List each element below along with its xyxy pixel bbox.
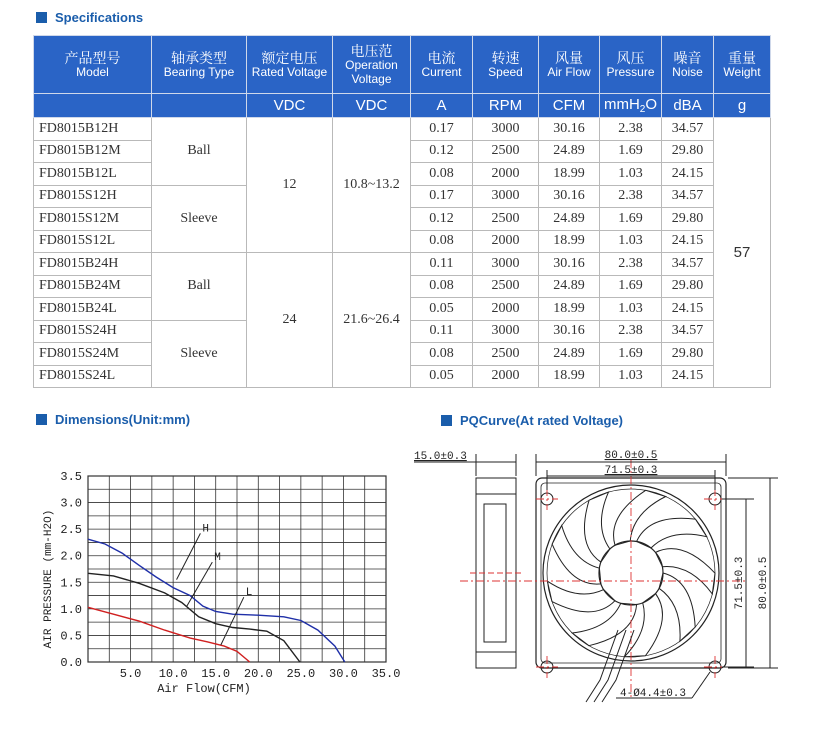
dimensions-title: Dimensions(Unit:mm) bbox=[55, 412, 191, 427]
current-cell: 0.17 bbox=[411, 118, 473, 141]
current-cell: 0.11 bbox=[411, 253, 473, 276]
noise-cell: 29.80 bbox=[662, 275, 714, 298]
outer-width-label: 80.0±0.5 bbox=[604, 450, 658, 462]
pressure-cell: 1.69 bbox=[600, 275, 662, 298]
fan-blade bbox=[659, 573, 695, 641]
x-tick-label: 25.0 bbox=[286, 667, 316, 681]
speed-cell: 2000 bbox=[473, 230, 539, 253]
unit-weight: g bbox=[714, 94, 771, 118]
current-cell: 0.08 bbox=[411, 163, 473, 186]
hole-pitch-vertical-label: 71.5±0.3 bbox=[734, 556, 746, 610]
airflow-cell: 24.89 bbox=[539, 208, 600, 231]
x-tick-label: 30.0 bbox=[329, 667, 358, 681]
speed-cell: 3000 bbox=[473, 118, 539, 141]
x-axis-label: Air Flow(CFM) bbox=[157, 682, 251, 696]
center-lines bbox=[460, 460, 746, 700]
model-cell: FD8015S24L bbox=[34, 365, 152, 388]
noise-cell: 34.57 bbox=[662, 253, 714, 276]
model-cell: FD8015S12M bbox=[34, 208, 152, 231]
bearing-type-cell: Ball bbox=[152, 118, 247, 186]
unit-air-flow: CFM bbox=[539, 94, 600, 118]
table-units-row bbox=[34, 94, 771, 118]
weight-cell: 57 bbox=[714, 118, 771, 388]
airflow-cell: 18.99 bbox=[539, 163, 600, 186]
speed-cell: 3000 bbox=[473, 185, 539, 208]
airflow-cell: 24.89 bbox=[539, 275, 600, 298]
fan-blade bbox=[656, 549, 716, 594]
noise-cell: 29.80 bbox=[662, 140, 714, 163]
noise-cell: 24.15 bbox=[662, 163, 714, 186]
section-marker-icon bbox=[36, 414, 47, 425]
section-marker-icon bbox=[36, 12, 47, 23]
table-body bbox=[34, 118, 771, 388]
column-header bbox=[600, 36, 662, 94]
speed-cell: 2000 bbox=[473, 365, 539, 388]
bearing-type-cell: Ball bbox=[152, 253, 247, 321]
current-cell: 0.12 bbox=[411, 140, 473, 163]
table-header-row bbox=[34, 36, 771, 94]
speed-cell: 3000 bbox=[473, 320, 539, 343]
chart-grid bbox=[88, 476, 386, 662]
dimensions-heading bbox=[36, 412, 190, 427]
column-header-zh: 电流 bbox=[427, 49, 456, 66]
model-cell: FD8015B12H bbox=[34, 118, 152, 141]
column-header-en: Rated Voltage bbox=[251, 64, 328, 79]
x-tick-label: 5.0 bbox=[119, 667, 142, 681]
rated-voltage-cell: 12 bbox=[247, 118, 333, 253]
section-marker-icon bbox=[441, 415, 452, 426]
fan-blade bbox=[614, 490, 666, 545]
current-cell: 0.17 bbox=[411, 185, 473, 208]
pq-curve-chart bbox=[28, 444, 418, 714]
noise-cell: 34.57 bbox=[662, 320, 714, 343]
noise-cell: 24.15 bbox=[662, 365, 714, 388]
hole-pitch-label: 71.5±0.3 bbox=[604, 465, 658, 477]
bearing-type-cell: Sleeve bbox=[152, 185, 247, 253]
speed-cell: 2500 bbox=[473, 275, 539, 298]
model-cell: FD8015S12H bbox=[34, 185, 152, 208]
column-header-zh: 风量 bbox=[555, 49, 583, 66]
noise-cell: 29.80 bbox=[662, 208, 714, 231]
column-header-zh: 风压 bbox=[616, 49, 645, 66]
curve-annotation: M bbox=[214, 552, 221, 565]
specifications-heading bbox=[36, 10, 143, 25]
column-header bbox=[34, 36, 152, 94]
y-tick-label: 3.0 bbox=[60, 496, 82, 511]
fan-side-view bbox=[470, 478, 522, 668]
speed-cell: 2500 bbox=[473, 140, 539, 163]
current-cell: 0.05 bbox=[411, 298, 473, 321]
pq-curve-heading bbox=[441, 413, 623, 428]
column-header-en: Bearing Type bbox=[163, 64, 235, 79]
x-tick-label: 15.0 bbox=[201, 667, 231, 681]
column-header bbox=[662, 36, 714, 94]
column-header-en: Model bbox=[76, 64, 109, 79]
current-cell: 0.05 bbox=[411, 365, 473, 388]
pressure-cell: 2.38 bbox=[600, 320, 662, 343]
speed-cell: 2500 bbox=[473, 208, 539, 231]
unit-operation-voltage: VDC bbox=[333, 94, 411, 118]
pressure-cell: 1.03 bbox=[600, 298, 662, 321]
airflow-cell: 30.16 bbox=[539, 118, 600, 141]
pressure-cell: 1.03 bbox=[600, 163, 662, 186]
fan-blade bbox=[572, 603, 636, 645]
pressure-cell: 1.69 bbox=[600, 208, 662, 231]
x-tick-label: 20.0 bbox=[243, 667, 273, 681]
speed-cell: 2500 bbox=[473, 343, 539, 366]
rated-voltage-cell: 24 bbox=[247, 253, 333, 388]
unit-pressure bbox=[600, 94, 662, 118]
airflow-cell: 24.89 bbox=[539, 343, 600, 366]
unit-current: A bbox=[411, 94, 473, 118]
table-row bbox=[34, 118, 771, 141]
y-tick-label: 2.5 bbox=[60, 523, 82, 538]
column-header-en: Weight bbox=[723, 64, 761, 79]
units-bearing-blank bbox=[152, 94, 247, 118]
column-header-zh: 轴承类型 bbox=[171, 49, 227, 66]
y-tick-label: 1.5 bbox=[60, 576, 82, 591]
column-header-en: Pressure bbox=[606, 64, 655, 79]
noise-cell: 34.57 bbox=[662, 118, 714, 141]
pq-curve-title: PQCurve(At rated Voltage) bbox=[460, 413, 624, 428]
model-cell: FD8015B12L bbox=[34, 163, 152, 186]
speed-cell: 2000 bbox=[473, 163, 539, 186]
column-header-zh: 转速 bbox=[491, 49, 520, 66]
operation-voltage-cell: 21.6~26.4 bbox=[333, 253, 411, 388]
pressure-cell: 1.03 bbox=[600, 230, 662, 253]
annotation-leader bbox=[177, 533, 201, 579]
column-header bbox=[539, 36, 600, 94]
unit-speed: RPM bbox=[473, 94, 539, 118]
airflow-cell: 24.89 bbox=[539, 140, 600, 163]
pressure-cell: 1.69 bbox=[600, 140, 662, 163]
fan-blade bbox=[637, 518, 707, 548]
current-cell: 0.12 bbox=[411, 208, 473, 231]
airflow-cell: 18.99 bbox=[539, 298, 600, 321]
y-tick-label: 3.5 bbox=[60, 470, 82, 484]
model-cell: FD8015B24L bbox=[34, 298, 152, 321]
y-tick-label: 0.5 bbox=[60, 629, 82, 644]
pressure-cell: 2.38 bbox=[600, 118, 662, 141]
unit-rated-voltage: VDC bbox=[247, 94, 333, 118]
fan-blade bbox=[547, 581, 615, 612]
noise-cell: 34.57 bbox=[662, 185, 714, 208]
current-cell: 0.08 bbox=[411, 230, 473, 253]
bearing-type-cell: Sleeve bbox=[152, 320, 247, 388]
model-cell: FD8015B12M bbox=[34, 140, 152, 163]
airflow-cell: 30.16 bbox=[539, 253, 600, 276]
model-cell: FD8015B24M bbox=[34, 275, 152, 298]
outer-height-label: 80.0±0.5 bbox=[758, 556, 770, 610]
column-header-zh: 噪音 bbox=[673, 49, 702, 66]
units-model-blank bbox=[34, 94, 152, 118]
airflow-cell: 30.16 bbox=[539, 185, 600, 208]
unit-pressure-tail: O bbox=[645, 95, 658, 113]
y-tick-label: 0.0 bbox=[60, 656, 82, 670]
column-header-en: Operation Voltage bbox=[345, 57, 398, 86]
model-cell: FD8015B24H bbox=[34, 253, 152, 276]
specifications-table bbox=[33, 35, 771, 388]
pressure-cell: 1.03 bbox=[600, 365, 662, 388]
column-header-en: Air Flow bbox=[547, 64, 591, 79]
noise-cell: 24.15 bbox=[662, 298, 714, 321]
unit-pressure-main: mmH bbox=[603, 95, 640, 113]
airflow-cell: 18.99 bbox=[539, 230, 600, 253]
column-header-zh: 电压范 bbox=[350, 42, 393, 59]
holes-label: 4-Ø4.4±0.3 bbox=[620, 688, 687, 700]
noise-cell: 29.80 bbox=[662, 343, 714, 366]
column-header-en: Current bbox=[421, 64, 462, 79]
y-axis-label: AIR PRESSURE (mm-H2O) bbox=[43, 509, 55, 649]
unit-noise: dBA bbox=[662, 94, 714, 118]
chart-annotations bbox=[177, 523, 253, 645]
pressure-cell: 1.69 bbox=[600, 343, 662, 366]
column-header bbox=[247, 36, 333, 94]
current-cell: 0.11 bbox=[411, 320, 473, 343]
speed-cell: 3000 bbox=[473, 253, 539, 276]
fan-dimension-drawing bbox=[410, 440, 790, 730]
column-header bbox=[473, 36, 539, 94]
annotation-leader bbox=[221, 597, 244, 645]
current-cell: 0.08 bbox=[411, 343, 473, 366]
column-header-zh: 额定电压 bbox=[261, 49, 318, 66]
column-header bbox=[152, 36, 247, 94]
column-header-zh: 产品型号 bbox=[64, 49, 121, 66]
pressure-cell: 2.38 bbox=[600, 185, 662, 208]
column-header bbox=[333, 36, 411, 94]
thickness-label: 15.0±0.3 bbox=[414, 451, 467, 463]
column-header bbox=[411, 36, 473, 94]
unit-pressure-sub: 2 bbox=[639, 103, 646, 115]
column-header bbox=[714, 36, 771, 94]
model-cell: FD8015S12L bbox=[34, 230, 152, 253]
fan-blade bbox=[584, 492, 609, 562]
pressure-cell: 2.38 bbox=[600, 253, 662, 276]
y-tick-label: 2.0 bbox=[60, 549, 82, 564]
y-tick-label: 1.0 bbox=[60, 602, 82, 617]
model-cell: FD8015S24M bbox=[34, 343, 152, 366]
curve-annotation: H bbox=[202, 523, 209, 536]
x-tick-label: 35.0 bbox=[371, 667, 401, 681]
current-cell: 0.08 bbox=[411, 275, 473, 298]
airflow-cell: 18.99 bbox=[539, 365, 600, 388]
column-header-zh: 重量 bbox=[728, 49, 756, 66]
x-tick-label: 10.0 bbox=[158, 667, 188, 681]
specifications-title: Specifications bbox=[55, 10, 144, 25]
speed-cell: 2000 bbox=[473, 298, 539, 321]
fan-blade bbox=[552, 526, 601, 585]
curve-annotation: L bbox=[245, 587, 253, 600]
noise-cell: 24.15 bbox=[662, 230, 714, 253]
airflow-cell: 30.16 bbox=[539, 320, 600, 343]
table-row bbox=[34, 253, 771, 276]
column-header-en: Speed bbox=[488, 64, 523, 79]
model-cell: FD8015S24H bbox=[34, 320, 152, 343]
operation-voltage-cell: 10.8~13.2 bbox=[333, 118, 411, 253]
column-header-en: Noise bbox=[672, 64, 703, 79]
